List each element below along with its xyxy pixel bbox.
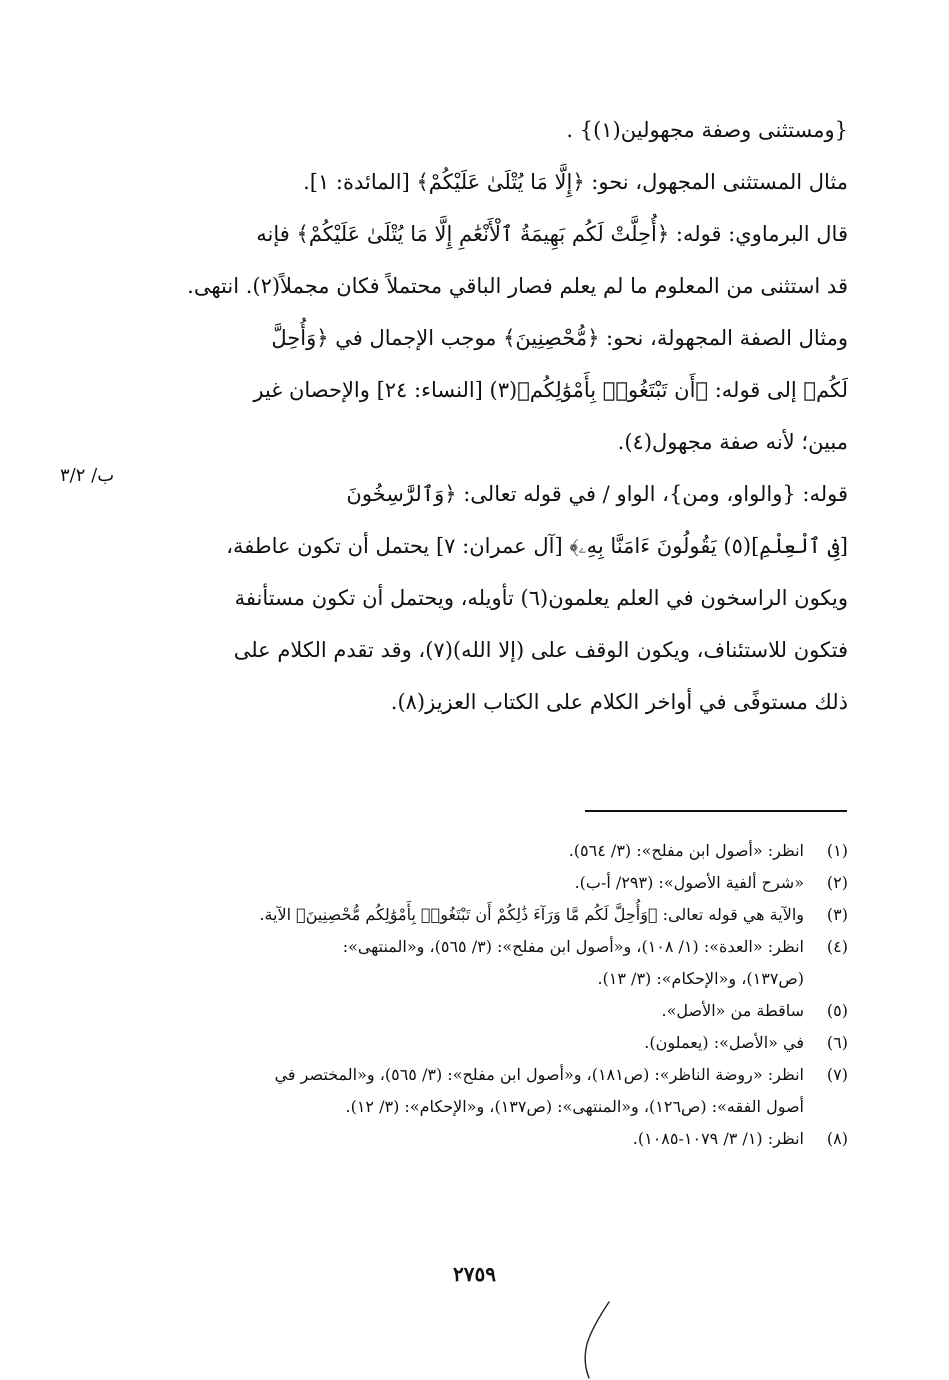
footnote-line: انظر: (١/ ٣/ ١٠٧٩-١٠٨٥). [632, 1129, 804, 1148]
body-line: مثال المستثنى المجهول، نحو: ﴿إِلَّا مَا يُتْلَىٰ عَلَيْكُمْ﴾ [المائدة: ١]. [303, 170, 848, 194]
footnote-number: (٧) [826, 1065, 848, 1084]
footnote-number: (١) [826, 841, 848, 860]
footnote [150, 931, 848, 995]
body-line: فتكون للاستئناف، ويكون الوقف على (إلا الله)(٧)، وقد تقدم الكلام على [233, 638, 848, 662]
page-number: ٢٧٥٩ [453, 1262, 496, 1286]
footnote-number: (٤) [826, 937, 848, 956]
footnote [150, 899, 848, 931]
body-line: قال البرماوي: قوله: ﴿أُحِلَّتْ لَكُم بَهِيمَةُ ٱلْأَنْعَٰمِ إِلَّا مَا يُتْلَىٰ عَلَيْكُمْ﴾ فإنه [256, 222, 848, 246]
footnote-number: (٣) [826, 905, 848, 924]
body-line: ومثال الصفة المجهولة، نحو: ﴿مُّحْصِنِينَ﴾ موجب الإجمال في ﴿وَأُحِلَّ [271, 326, 848, 350]
footnote-line: انظر: «العدة»: (١/ ١٠٨)، و«أصول ابن مفلح»: (٣/ ٥٦٥)، و«المنتهى»: [342, 937, 804, 956]
footnote [150, 867, 848, 899]
footnote-line: في «الأصل»: (يعملون). [644, 1033, 804, 1052]
footnote [150, 1059, 848, 1123]
footnote [150, 1123, 848, 1155]
footnote-line: أصول الفقه»: (ص١٢٦)، و«المنتهى»: (ص١٣٧)، و«الإحكام»: (٣/ ١٢). [345, 1097, 804, 1116]
body-line: [فِى ٱلْعِلْمِ](٥) يَقُولُونَ ءَامَنَّا بِهِۦ﴾ [آل عمران: ٧] يحتمل أن تكون عاطفة، [226, 534, 848, 558]
footnote-text [150, 899, 804, 931]
pen-stroke-mark [575, 1300, 615, 1380]
footnote-separator [585, 810, 847, 812]
footnote-text [150, 1059, 804, 1123]
footnote-number: (٨) [826, 1129, 848, 1148]
footnote-text [150, 931, 804, 995]
footnote-line: «شرح ألفية الأصول»: (٢٩٣/ أ-ب). [574, 873, 804, 892]
footnote [150, 995, 848, 1027]
footnote-text [150, 1027, 804, 1059]
footnote-text [150, 995, 804, 1027]
footnotes-block [150, 835, 848, 1155]
body-line: مبين؛ لأنه صفة مجهول(٤). [617, 430, 848, 454]
body-line: قوله: {والواو، ومن}، الواو / في قوله تعالى: ﴿وَٱلرَّٰسِخُونَ [346, 482, 848, 506]
footnote-number: (٦) [826, 1033, 848, 1052]
footnote-number: (٥) [826, 1001, 848, 1020]
body-line: ذلك مستوفًى في أواخر الكلام على الكتاب العزيز(٨). [390, 690, 848, 714]
footnote-text [150, 1123, 804, 1155]
footnote [150, 1027, 848, 1059]
footnote-line: (ص١٣٧)، و«الإحكام»: (٣/ ١٣). [597, 969, 804, 988]
footnote [150, 835, 848, 867]
footnote-line: انظر: «أصول ابن مفلح»: (٣/ ٥٦٤). [568, 841, 804, 860]
body-line: ويكون الراسخون في العلم يعلمون(٦) تأويله، ويحتمل أن تكون مستأنفة [234, 586, 848, 610]
body-line: لَكُم﴾ إلى قوله: ﴿أَن تَبْتَغُوا۟ بِأَمْوَٰلِكُم﴾(٣) [النساء: ٢٤] والإحصان غير [253, 378, 848, 402]
footnote-text [150, 835, 804, 867]
footnote-number: (٢) [826, 873, 848, 892]
footnote-line: ساقطة من «الأصل». [661, 1001, 804, 1020]
footnote-text [150, 867, 804, 899]
body-line: {ومستثنى وصفة مجهولين(١)} . [566, 118, 848, 142]
body-line: قد استثنى من المعلوم ما لم يعلم فصار الباقي محتملاً فكان مجملاً(٢). انتهى. [187, 274, 848, 298]
footnote-line: والآية هي قوله تعالى: ﴿وَأُحِلَّ لَكُم مَّا وَرَآءَ ذَٰلِكُمْ أَن تَبْتَغُوا۟ بِأَمْوَٰلِكُم مُّحْصِنِينَ﴾ الآية. [259, 905, 804, 924]
footnote-line: انظر: «روضة الناظر»: (ص١٨١)، و«أصول ابن مفلح»: (٣/ ٥٦٥)، و«المختصر في [274, 1065, 804, 1084]
manuscript-folio-note: ب/ ٣/٢ [60, 465, 115, 486]
main-text-block [150, 104, 848, 728]
